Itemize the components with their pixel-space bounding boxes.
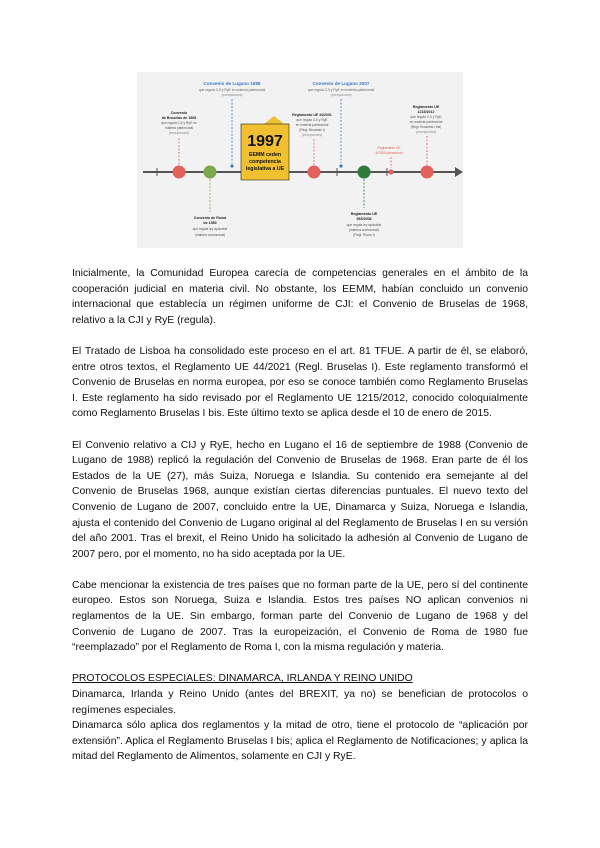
timeline-arrow-icon — [455, 167, 463, 177]
roma1-label-4: (materia contractual) — [348, 228, 380, 232]
reg1215-label-5: (Regl. Bruselas I bis) — [410, 125, 442, 129]
reg44-label-1: Reglamento UE 44/2001 — [292, 113, 332, 117]
document-body — [72, 266, 528, 765]
paragraph-denmark: Dinamarca sólo aplica dos reglamentos y la mitad de otro, tiene el protocolo de “aplicación por extensión”. Aplica el Reglamento Bruselas I bis; aplica el Reglamento de Notificaciones; y aplica la mitad del Reglamento de Alimentos, solamente en CJI y RyE. — [72, 720, 528, 763]
lugano2007-marker — [339, 164, 342, 167]
roma1-label-2: 593/2008 — [356, 217, 372, 221]
roma1-label-3: que regula ley aplicable — [346, 223, 382, 227]
center-line-2: competencia — [249, 159, 281, 165]
reg1215-label-1: Reglamento UE — [412, 105, 440, 109]
reg1215-label-3: que regula CJI y RyE — [410, 115, 442, 119]
lugano2007-subtitle: que regula CJI y RyE en materia patrimonial — [307, 88, 375, 92]
reg44-label-5: (excepciones) — [301, 133, 323, 137]
paragraph-lugano: El Convenio relativo a CIJ y RyE, hecho en Lugano el 16 de septiembre de 1988 (Convenio de Lugano de 1988) replicó la regulación del Convenio de Bruselas de 1968. Eran parte de él los Estados de la UE (27), más Suiza, Noruega e Islandia. Su contenido era semejante al del Convenio de Bruselas 1968, aunque existían ciertas diferencias puntuales. El nuevo texto del Convenio de Lugano de 2007, concluido entre la UE, Dinamarca y Suiza, Noruega e Islandia, ajusta el contenido del Convenio de Lugano original al del Reglamento de Bruselas I en su versión del año 2001. Tras el brexit, el Reino Unido ha solicitado la adhesión al Convenio de Lugano de 2007 pero, por el momento, no ha sido aceptada por la UE. — [72, 439, 528, 560]
lugano2007-note: (excepciones) — [330, 93, 352, 97]
reg4-label-2: 4/2009 (alimentos) — [375, 151, 403, 155]
paragraph-non-eu: Cabe mencionar la existencia de tres países que no forman parte de la UE, pero sí del continente europeo. Estos son Noruega, Suiza e Islandia. Estos tres países NO aplican convenios ni reglamentos de la UE. Sin embargo, forman parte del Convenio de Lugano de 1968 y del Convenio de Lugano de 2007. Tras la europeización, el Convenio de Roma de 1980 fue “reemplazado” por el Reglamento de Roma I, con la misma regulación y materia. — [72, 579, 528, 654]
roma-label-2: de 1980 — [203, 221, 217, 225]
reg44-label-2: que regula CJI y RyE — [296, 118, 328, 122]
paragraph-intro: Inicialmente, la Comunidad Europea carecía de competencias generales en el ámbito de la cooperación judicial en materia civil. No obstante, los EEMM, habían concluido un convenio internacional que establecía un régimen uniforme de CJI: el Convenio de Bruselas de 1968, relativo a la CJI y RyE (regula). — [72, 268, 528, 326]
reg4-marker — [388, 169, 393, 174]
lugano1988-note: (excepciones) — [221, 93, 243, 97]
paragraph-lisboa: El Tratado de Lisboa ha consolidado este proceso en el art. 81 TFUE. A partir de él, se elaboró, entre otros textos, el Reglamento UE 44/2021 (Regl. Bruselas I). Este reglamento transformó el Convenio de Bruselas en norma europea, por eso se conoce también como Reglamento Bruselas I. Este reglamento ha sido revisado por el Reglamento UE 1215/2012, conocido coloquialmente como Reglamento Bruselas I bis. Este último texto se aplica desde el 10 de enero de 2015. — [72, 345, 528, 420]
bruselas-label-2: de Bruselas de 1968 — [161, 116, 197, 120]
center-line-3: legislativa a UE — [245, 166, 285, 172]
reg44-label-4: (Regl. Bruselas I) — [299, 128, 325, 132]
bruselas-label-3: que regula CJI y RyE en — [161, 121, 197, 125]
section-heading: PROTOCOLOS ESPECIALES: DINAMARCA, IRLANDA Y REINO UNIDO — [72, 673, 413, 685]
reg44-marker — [308, 166, 321, 179]
roma1-label-1: Reglamento UE — [350, 212, 378, 216]
lugano1988-marker — [230, 164, 233, 167]
timeline-figure — [137, 72, 463, 248]
bruselas-label-1: Convenio — [170, 111, 188, 115]
reg1215-label-4: en materia patrimonial — [409, 120, 443, 124]
center-line-1: EEMM ceden — [249, 152, 281, 158]
bruselas-marker — [173, 166, 186, 179]
reg4-label-1: Reglamento UE — [377, 146, 401, 150]
reg1215-label-6: (excepciones) — [415, 130, 437, 134]
roma1-marker — [358, 166, 371, 179]
lugano1988-title: Convenio de Lugano 1988 — [203, 81, 261, 86]
roma1-label-5: (Regl. Roma I) — [353, 233, 375, 237]
roma-label-1: Convenio de Roma — [193, 216, 227, 220]
lugano1988-subtitle: que regula CJI y RyE en materia patrimonial — [198, 88, 266, 92]
roma-label-4: (materia contractual) — [194, 233, 226, 237]
reg1215-marker — [421, 166, 434, 179]
bruselas-label-5: (excepciones) — [168, 131, 190, 135]
reg44-label-3: en materia patrimonial — [295, 123, 329, 127]
paragraph-protocols: Dinamarca, Irlanda y Reino Unido (antes del BREXIT, ya no) se benefician de protocolos o regímenes especiales. — [72, 689, 528, 716]
reg1215-label-2: 1215/2012 — [417, 110, 435, 114]
center-box-arrow-icon — [264, 116, 284, 124]
center-year: 1997 — [247, 133, 283, 150]
bruselas-label-4: materia patrimonial — [164, 126, 194, 130]
lugano2007-title: Convenio de Lugano 2007 — [312, 81, 370, 86]
roma-marker — [204, 166, 217, 179]
timeline-diagram — [137, 72, 463, 248]
roma-label-3: que regula ley aplicable — [192, 227, 228, 231]
